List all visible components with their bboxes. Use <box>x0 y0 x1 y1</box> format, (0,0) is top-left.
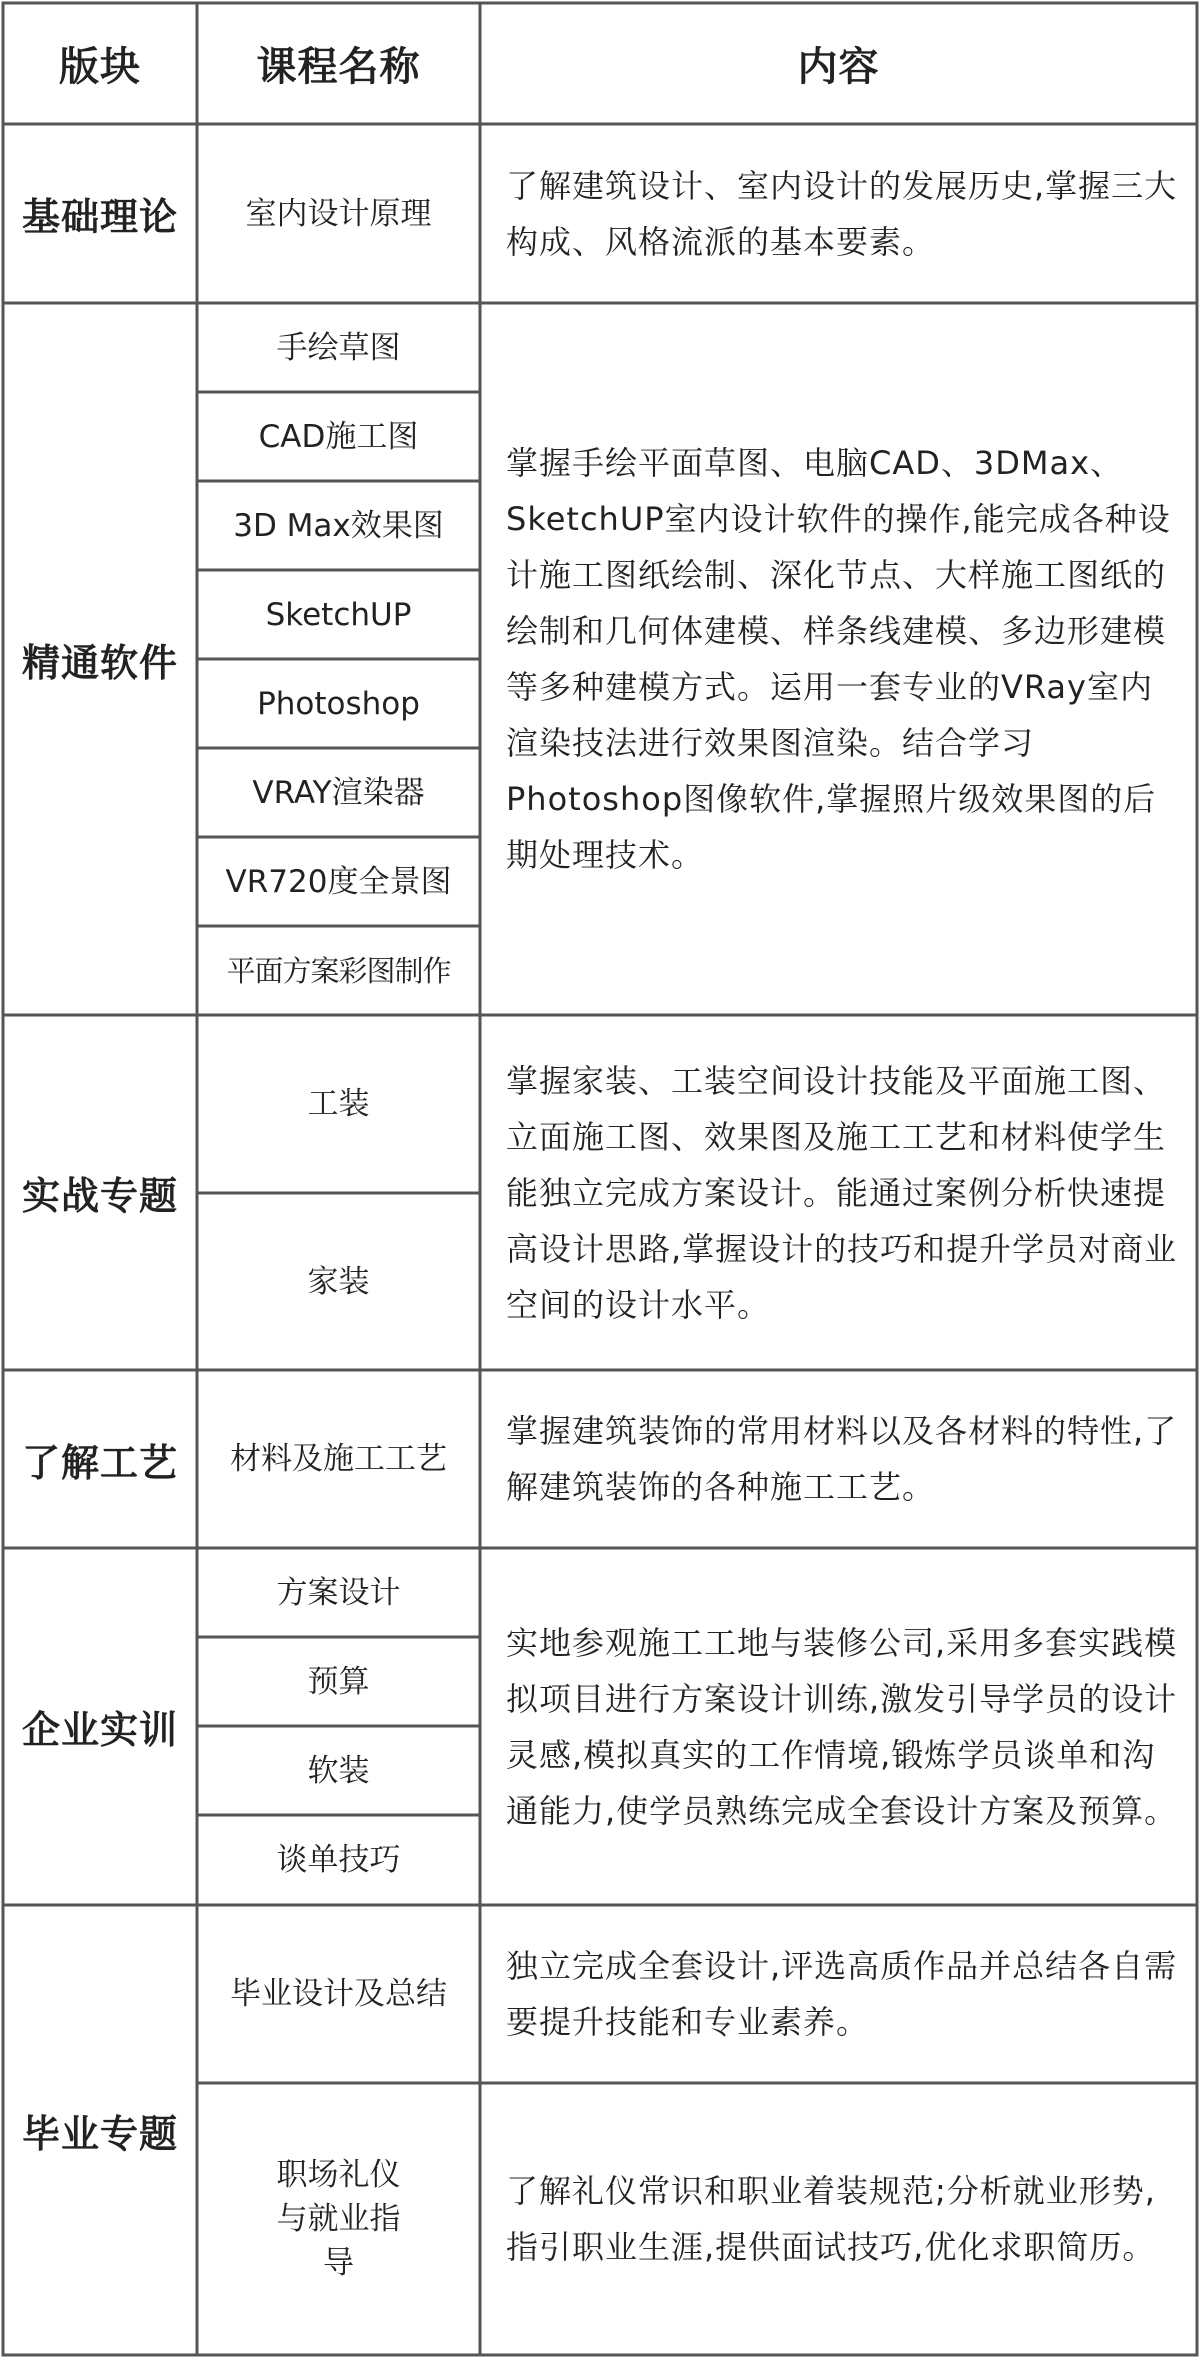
header-course: 课程名称 <box>256 44 421 90</box>
section-label: 基础理论 <box>21 195 178 239</box>
course-name: 毕业设计及总结 <box>230 1976 447 2012</box>
course-content: 掌握建筑装饰的常用材料以及各材料的特性,了解建筑装饰的各种施工工艺。 <box>506 1412 1178 1506</box>
course-name: SketchUP <box>265 596 412 633</box>
course-name: 方案设计 <box>276 1574 401 1611</box>
course-name: Photoshop <box>257 685 420 722</box>
course-content: 掌握家装、工装空间设计技能及平面施工图、立面施工图、效果图及施工工艺和材料使学生能独立完成方案设计。能通过案例分析快速提高设计思路,掌握设计的技巧和提升学员对商业空间的设计水平。 <box>506 1061 1178 1324</box>
header-section: 版块 <box>59 44 141 90</box>
section-label: 精通软件 <box>21 640 178 685</box>
course-name: VRAY渲染器 <box>252 774 425 811</box>
course-name: 预算 <box>307 1663 370 1700</box>
course-name: CAD施工图 <box>258 418 419 455</box>
section-label: 了解工艺 <box>21 1440 178 1485</box>
course-content: 了解礼仪常识和职业着装规范;分析就业形势,指引职业生涯,提供面试技巧,优化求职简历。 <box>506 2172 1156 2266</box>
course-name <box>197 2083 480 2355</box>
course-name: 平面方案彩图制作 <box>226 953 451 988</box>
course-name: 3D Max效果图 <box>233 507 444 544</box>
course-content: 了解建筑设计、室内设计的发展历史,掌握三大构成、风格流派的基本要素。 <box>506 166 1178 261</box>
course-name: VR720度全景图 <box>225 863 452 900</box>
course-name: 材料及施工工艺 <box>230 1441 447 1477</box>
course-content: 独立完成全套设计,评选高质作品并总结各自需要提升技能和专业素养。 <box>506 1947 1178 2041</box>
section-label: 企业实训 <box>21 1708 178 1752</box>
course-name: 家装 <box>307 1263 370 1300</box>
course-name: 室内设计原理 <box>245 195 432 232</box>
course-name-text: 职场礼仪与就业指导 <box>276 2157 401 2281</box>
section-label: 实战专题 <box>21 1174 178 1218</box>
course-name: 手绘草图 <box>276 329 401 366</box>
section-label: 毕业专题 <box>21 2111 178 2156</box>
header-content: 内容 <box>797 44 880 90</box>
course-name: 软装 <box>307 1752 370 1789</box>
course-name: 工装 <box>307 1086 370 1122</box>
course-name: 谈单技巧 <box>276 1842 401 1878</box>
course-content: 实地参观施工工地与装修公司,采用多套实践模拟项目进行方案设计训练,激发引导学员的设计灵感,模拟真实的工作情境,锻炼学员谈单和沟通能力,使学员熟练完成全套设计方案及预算。 <box>506 1623 1178 1830</box>
course-content: 掌握手绘平面草图、电脑CAD、3DMax、SketchUP室内设计软件的操作,能完成各种设计施工图纸绘制、深化节点、大样施工图纸的绘制和几何体建模、样条线建模、多边形建模等多种建模方式。运用一套专业的VRay室内渲染技法进行效果图渲染。结合学习Photoshop图像软件,掌握照片级效果图的后期处理技术。 <box>506 444 1171 874</box>
